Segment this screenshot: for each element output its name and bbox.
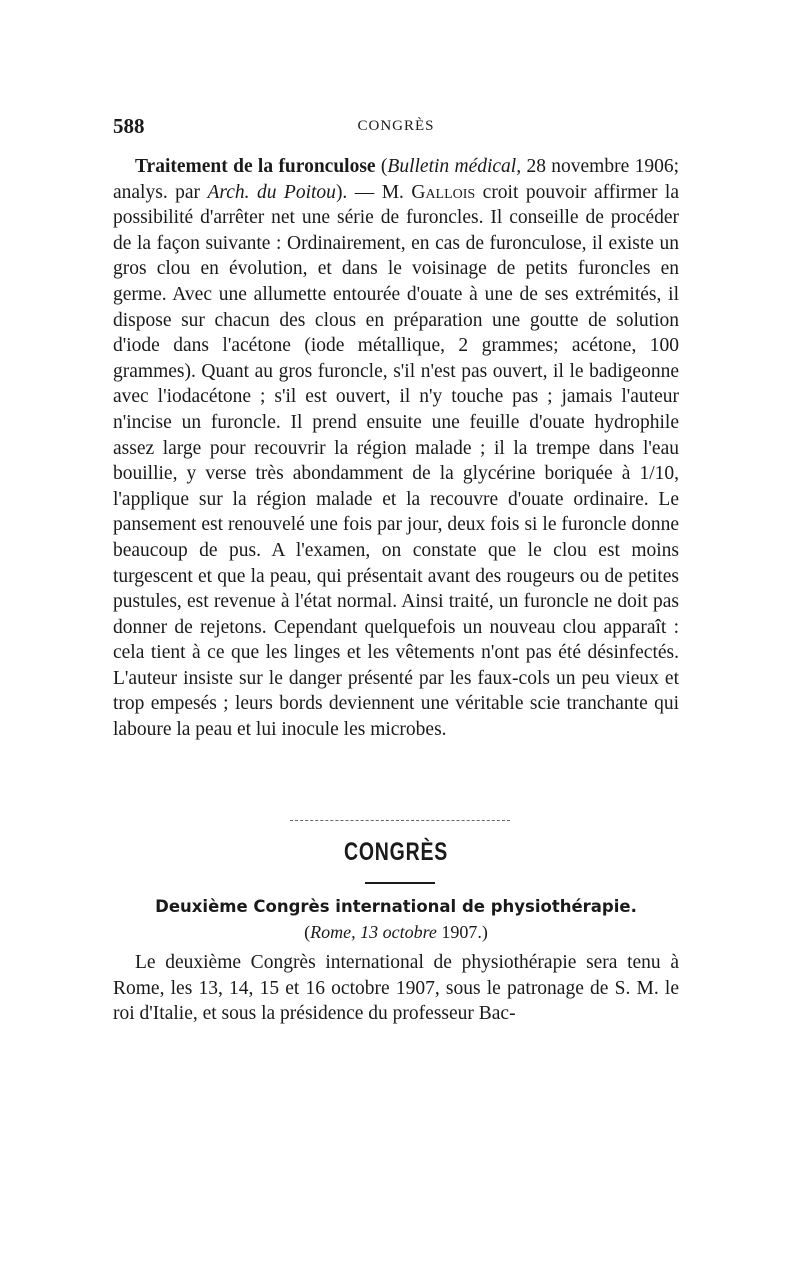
citation-open: ( — [375, 156, 388, 177]
running-head: CONGRÈS — [357, 118, 435, 134]
congress-name: Deuxième Congrès international de physiothérapie. — [155, 897, 637, 916]
article-body: croit pouvoir affirmer la possibilité d'arrêter net une série de furoncles. Il conseille de procéder de la façon suivante : Ordinairement, en cas de furonculose, il existe un gros clou en évolution, et dans le voisinage de petits furoncles en germe. Avec une allumette entourée d'ouate à une de ses extrémités, il dispose sur chacun des clous en préparation une goutte de solution d'iode dans l'acétone (iode métallique, 2 grammes; acétone, 100 grammes). Quant au gros furoncle, s'il n'est pas ouvert, il le badigeonne avec l'iodacétone ; s'il est ouvert, il n'y touche pas ; jamais l'auteur n'incise un furoncle. Il prend ensuite une feuille d'ouate hydrophile assez large pour recouvrir la région malade ; il la trempe dans l'eau bouillie, y verse très abondamment de la glycérine boriquée à 1/10, l'applique sur la région malade et la recouvre d'ouate ordinaire. Le pansement est renouvelé une fois par jour, deux fois si le furoncle donne beaucoup de pus. A l'examen, on constate que le clou est moins turgescent et que la peau, qui présentait avant des rougeurs ou de petites pustules, est revenue à l'état normal. Ainsi traité, un furoncle ne doit pas donner de rejetons. Cependant quelquefois un nouveau clou apparaît : cela tient à ce que les linges et les vêtements n'ont pas été désinfectés. L'auteur insiste sur le danger présenté par les faux-cols un peu vieux et trop empesés ; leurs bords deviennent une véritable scie tranchante qui laboure la peau et lui inocule les microbes. — [113, 181, 679, 741]
meta-open: ( — [304, 922, 311, 942]
announcement-paragraph: Le deuxième Congrès international de physiothérapie sera tenu à Rome, les 13, 14, 15 et 16 octobre 1907, sous le patronage de S. M. le roi d'Italie, et sous la présidence du professeur Bac- — [113, 952, 679, 1025]
article-furonculose — [113, 154, 679, 743]
article-title: Traitement de la furonculose — [135, 156, 376, 177]
congress-place-date — [113, 922, 679, 943]
article-author: Gallois — [411, 181, 476, 203]
citation-date: 28 novembre 1906; analys. par — [113, 156, 680, 203]
section-title: CONGRÈS — [343, 838, 449, 866]
congress-announcement — [113, 950, 679, 1027]
separator-rule — [290, 820, 510, 821]
review-name: Arch. du Poitou — [207, 181, 336, 203]
page-number: 588 — [113, 114, 145, 138]
article-source: Bulletin médical, — [387, 156, 522, 177]
meta-place-date: Rome, 13 octobre — [310, 922, 437, 942]
meta-year: 1907.) — [436, 922, 488, 942]
citation-close: ). — M. — [335, 181, 412, 203]
page-header — [113, 114, 679, 140]
title-underline — [365, 882, 435, 884]
article-paragraph — [113, 154, 679, 743]
